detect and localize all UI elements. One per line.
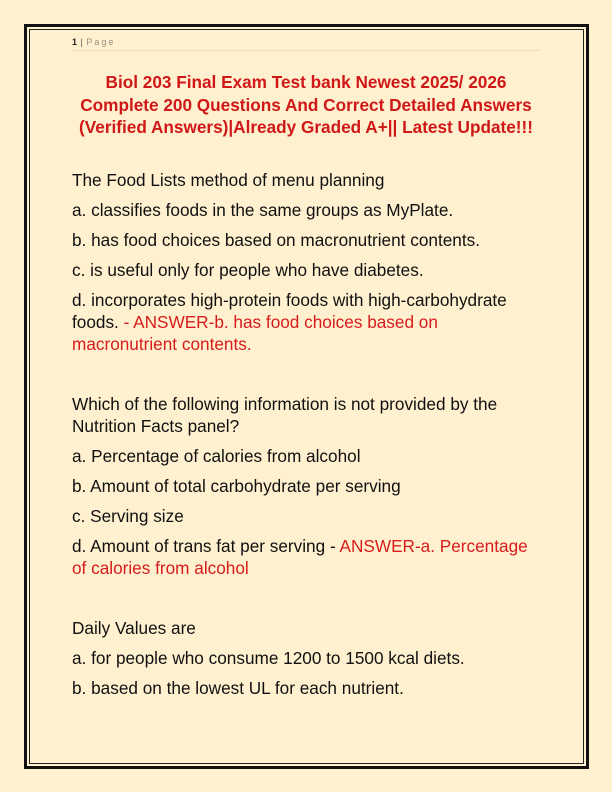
answer-text: ANSWER-b. has food choices based on macronutrient contents.: [72, 312, 438, 354]
option-d-with-answer: [72, 289, 542, 355]
question-block-1: [72, 169, 542, 355]
page-header: [72, 36, 540, 51]
answer-prefix: -: [325, 536, 340, 556]
question-stem: The Food Lists method of menu planning: [72, 170, 385, 190]
answer-text: ANSWER-a. Percentage of calories from alcohol: [72, 536, 528, 578]
option-b: b. Amount of total carbohydrate per serving: [72, 476, 401, 496]
option-c: c. is useful only for people who have diabetes.: [72, 260, 424, 280]
answer-prefix: -: [118, 312, 134, 332]
option-d: d. incorporates high-protein foods with high-carbohydrate foods.: [72, 290, 507, 332]
question-block-3: [72, 617, 542, 699]
question-stem: Daily Values are: [72, 618, 196, 638]
page-number: 1: [72, 37, 78, 47]
option-b: b. has food choices based on macronutrient contents.: [72, 230, 480, 250]
option-a: a. classifies foods in the same groups as MyPlate.: [72, 200, 454, 220]
option-d: d. Amount of trans fat per serving: [72, 536, 326, 556]
option-c: c. Serving size: [72, 506, 184, 526]
document-title: Biol 203 Final Exam Test bank Newest 2025/ 2026 Complete 200 Questions And Correct Detailed Answers (Verified Answers)|Already Graded A+|| Latest Update!!!: [79, 72, 533, 137]
option-b: b. based on the lowest UL for each nutrient.: [72, 678, 404, 698]
option-a: a. Percentage of calories from alcohol: [72, 446, 361, 466]
option-d-with-answer: [72, 535, 542, 579]
page-label: Page: [86, 37, 116, 47]
header-separator: |: [80, 37, 83, 47]
question-stem: Which of the following information is not provided by the Nutrition Facts panel?: [72, 394, 498, 436]
document-body: [72, 169, 542, 707]
spacer: [72, 587, 542, 617]
spacer: [72, 363, 542, 393]
question-block-2: [72, 393, 542, 579]
option-a: a. for people who consume 1200 to 1500 kcal diets.: [72, 648, 465, 668]
